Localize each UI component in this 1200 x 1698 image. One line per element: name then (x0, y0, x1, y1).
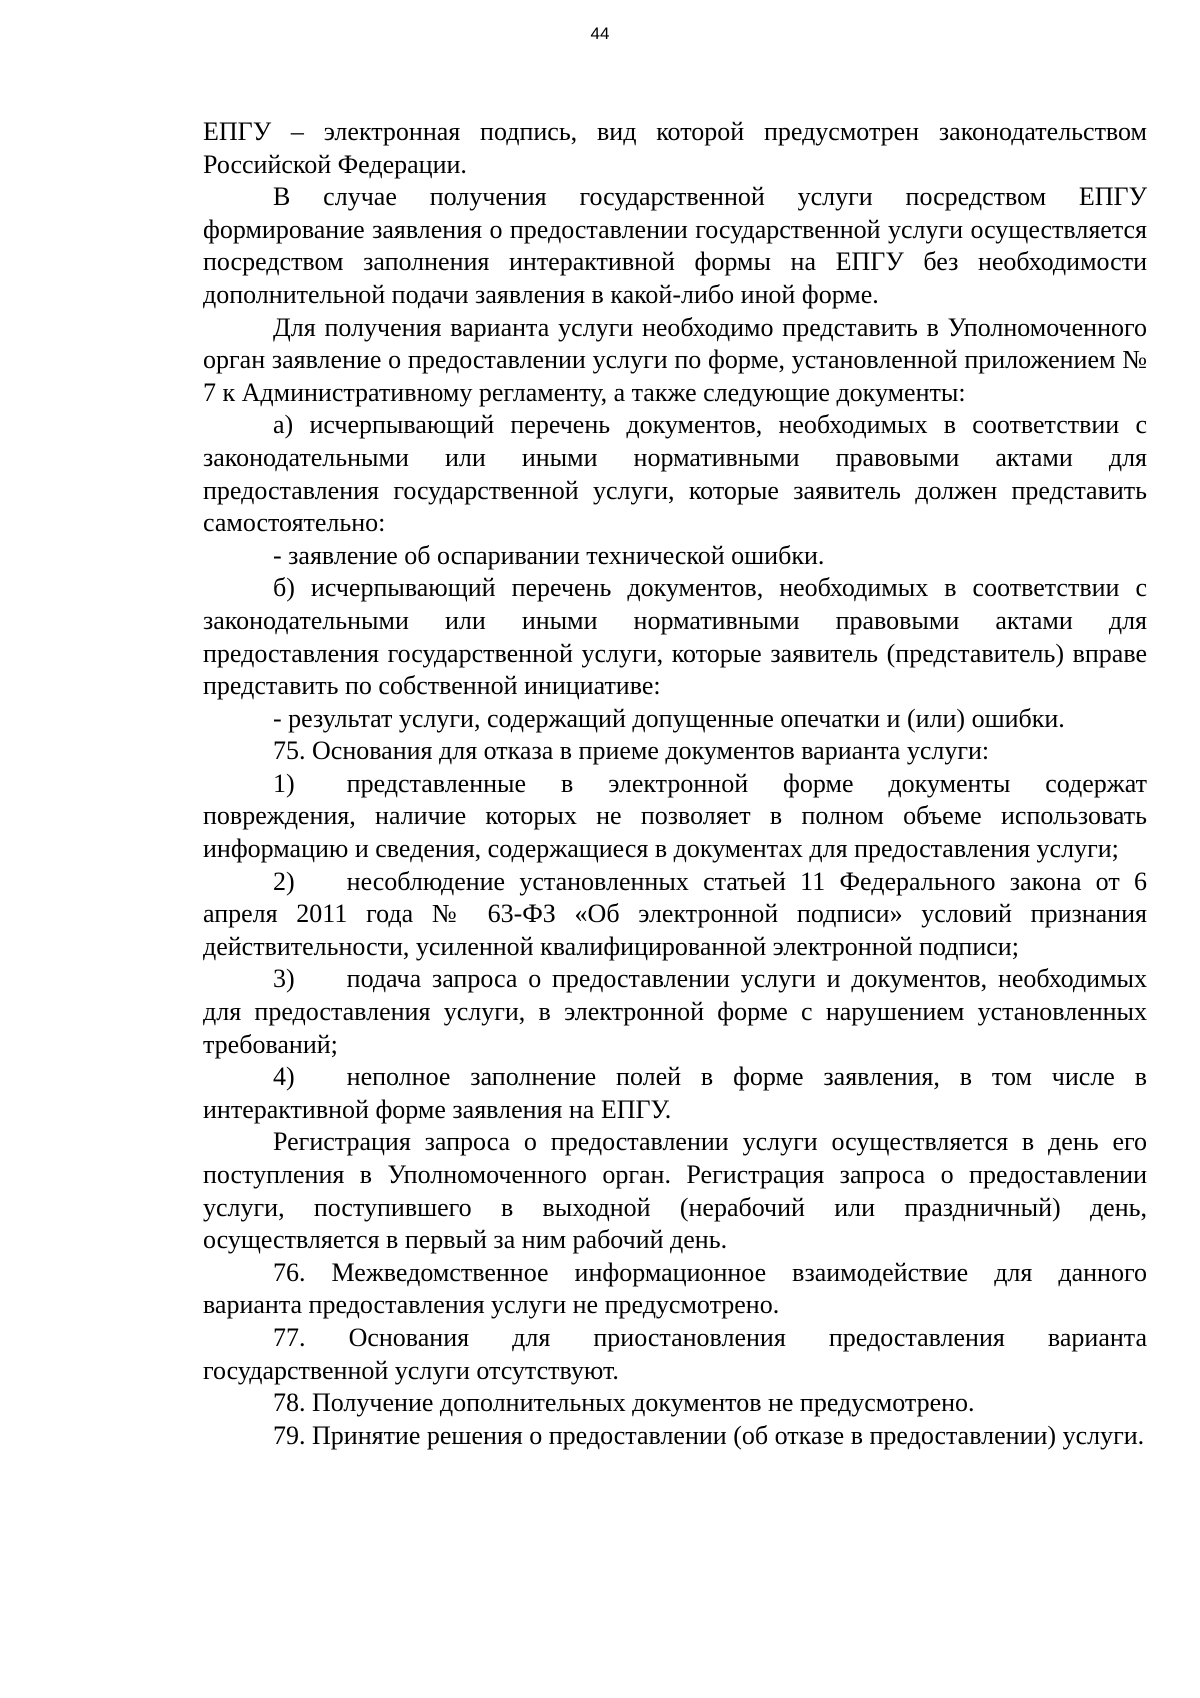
page-number: 44 (590, 24, 610, 43)
list-item: 2) несоблюдение установленных статьей 11 Федерального закона от 6 апреля 2011 года № 63-ФЗ «Об электронной подписи» условий признания действительности, усиленной квалифицированной электронной подписи; (203, 866, 1147, 961)
list-item: - заявление об оспаривании технической ошибки. (273, 540, 825, 570)
paragraph: Регистрация запроса о предоставлении услуги осуществляется в день его поступления в Уполномоченного орган. Регистрация запроса о предоставлении услуги, поступившего в выходной (нерабочий или праздничный) день, осуществляется в первый за ним рабочий день. (203, 1127, 1147, 1255)
list-item: а) исчерпывающий перечень документов, необходимых в соответствии с законодательными или иными нормативными правовыми актами для предоставления государственной услуги, которые заявитель должен представить самостоятельно: (203, 410, 1147, 538)
section-item-75: 75. Основания для отказа в приеме документов варианта услуги: (273, 736, 990, 766)
list-item: 1) представленные в электронной форме документы содержат повреждения, наличие которых не позволяет в полном объеме использовать информацию и сведения, содержащиеся в документах для предоставления услуги; (203, 768, 1147, 864)
section-item-77: 77. Основания для приостановления предоставления варианта государственной услуги отсутствуют. (203, 1322, 1147, 1385)
list-item: б) исчерпывающий перечень документов, необходимых в соответствии с законодательными или иными нормативными правовыми актами для предоставления государственной услуги, которые заявитель (представитель) вправе представить по собственной инициативе: (203, 573, 1147, 701)
paragraph: Для получения варианта услуги необходимо представить в Уполномоченного орган заявление о предоставлении услуги по форме, установленной приложением № 7 к Административному регламенту, а также следующие документы: (203, 312, 1147, 407)
section-item-76: 76. Межведомственное информационное взаимодействие для данного варианта предоставления услуги не предусмотрено. (203, 1257, 1147, 1320)
paragraph: В случае получения государственной услуги посредством ЕПГУ формирование заявления о предоставлении государственной услуги осуществляется посредством заполнения интерактивной формы на ЕПГУ без необходимости дополнительной подачи заявления в какой-либо иной форме. (203, 182, 1147, 309)
list-item: 4) неполное заполнение полей в форме заявления, в том числе в интерактивной форме заявления на ЕПГУ. (203, 1062, 1147, 1124)
document-body (203, 116, 1147, 1452)
list-item: - результат услуги, содержащий допущенные опечатки и (или) ошибки. (273, 703, 1065, 733)
list-item: 3) подача запроса о предоставлении услуги и документов, необходимых для предоставления услуги, в электронной форме с нарушением установленных требований; (203, 964, 1147, 1059)
section-item-78: 78. Получение дополнительных документов не предусмотрено. (273, 1388, 975, 1418)
paragraph: ЕПГУ – электронная подпись, вид которой предусмотрен законодательством Российской Федерации. (203, 117, 1147, 179)
section-item-79: 79. Принятие решения о предоставлении (об отказе в предоставлении) услуги. (273, 1420, 1145, 1450)
